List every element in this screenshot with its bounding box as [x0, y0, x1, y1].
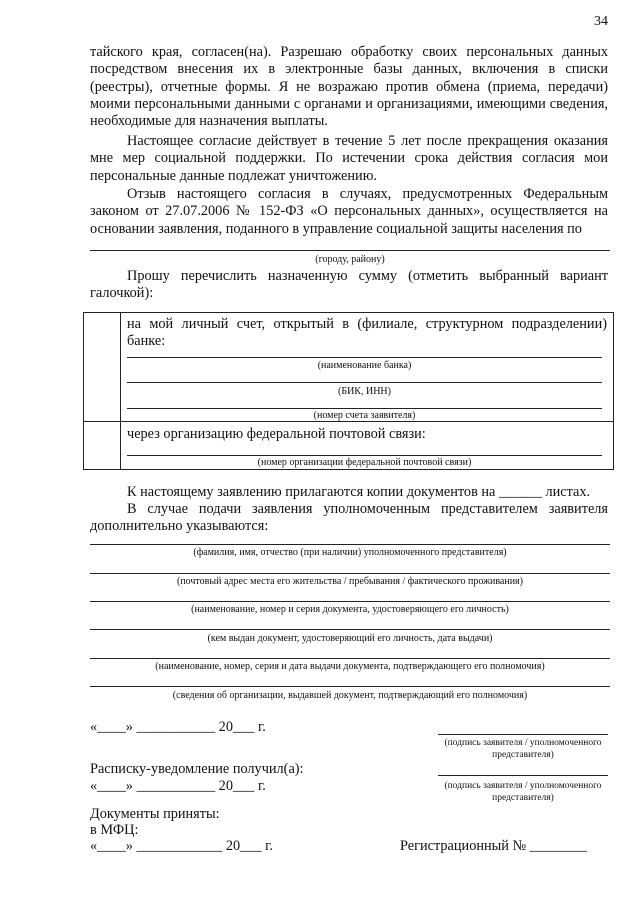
representative-text: В случае подачи заявления уполномоченным представителем заявителя дополнительно указываются: — [90, 501, 608, 535]
receipt-date[interactable]: «____» ___________ 20___ г. — [90, 778, 266, 794]
rep-org-line[interactable] — [90, 686, 610, 687]
consent-paragraph-1: тайского края, согласен(на). Разрешаю обработку своих персональных данных посредством внесения их в электронные базы данных, включения в списки (реестры), отчетные формы. Я не возражаю против обмена (приема, передачи) моими персональными данными с органами и организациями, имеющими сведения, необходимые для назначения выплаты. — [90, 44, 608, 130]
rep-authority-doc-caption: (наименование, номер, серия и дата выдачи документа, подтверждающего его полномочия) — [155, 661, 545, 672]
bank-name-caption: (наименование банка) — [317, 360, 412, 371]
account-number-caption: (номер счета заявителя) — [313, 410, 416, 421]
bank-option-label: на мой личный счет, открытый в (филиале, структурном подразделении) банке: — [127, 316, 607, 350]
consent-paragraph-2: Настоящее согласие действует в течение 5 лет после прекращения оказания мне мер социальной поддержки. По истечении срока действия согласия мои персональные данные подлежат уничтожению. — [90, 133, 608, 184]
rep-address-line[interactable] — [90, 573, 610, 574]
rep-org-caption: (сведения об организации, выдавшей документ, подтверждающий его полномочия) — [172, 690, 528, 701]
bank-bik-caption: (БИК, ИНН) — [338, 386, 391, 397]
city-input-line[interactable] — [90, 250, 610, 251]
consent-paragraph-3: Отзыв настоящего согласия в случаях, предусмотренных Федеральным законом от 27.07.2006 № 152-ФЗ «О персональных данных», осуществляется на основании заявления, поданного в управление социальной защиты населения по — [90, 186, 608, 237]
post-option-checkbox[interactable] — [84, 422, 119, 468]
mfc-label: в МФЦ: — [90, 822, 139, 838]
page-number: 34 — [594, 14, 608, 29]
acceptance-date[interactable]: «____» ____________ 20___ г. — [90, 838, 273, 854]
signature-line-1[interactable] — [438, 734, 608, 735]
signature-caption-2: (подпись заявителя / уполномоченного представителя) — [444, 781, 602, 803]
registration-number[interactable]: Регистрационный № ________ — [400, 838, 587, 854]
rep-id-doc-line[interactable] — [90, 601, 610, 602]
bank-name-line[interactable] — [127, 357, 602, 358]
table-divider — [120, 312, 121, 469]
signature-caption-1: (подпись заявителя / уполномоченного представителя) — [444, 738, 602, 760]
signature-line-2[interactable] — [438, 775, 608, 776]
rep-issued-by-line[interactable] — [90, 629, 610, 630]
rep-name-line[interactable] — [90, 544, 610, 545]
bank-option-checkbox[interactable] — [84, 313, 119, 420]
receipt-label: Расписку-уведомление получил(а): — [90, 761, 304, 777]
city-caption: (городу, району) — [315, 254, 385, 265]
transfer-request: Прошу перечислить назначенную сумму (отметить выбранный вариант галочкой): — [90, 268, 608, 302]
docs-accepted-label: Документы приняты: — [90, 806, 220, 822]
bank-bik-line[interactable] — [127, 382, 602, 383]
rep-name-caption: (фамилия, имя, отчество (при наличии) уполномоченного представителя) — [193, 547, 507, 558]
attachments-text: К настоящему заявлению прилагаются копии документов на ______ листах. — [127, 484, 591, 500]
rep-id-doc-caption: (наименование, номер и серия документа, удостоверяющего его личность) — [191, 604, 509, 615]
post-office-caption: (номер организации федеральной почтовой связи) — [257, 457, 472, 468]
rep-address-caption: (почтовый адрес места его жительства / пребывания / фактического проживания) — [176, 576, 523, 587]
application-date[interactable]: «____» ___________ 20___ г. — [90, 719, 266, 735]
rep-issued-by-caption: (кем выдан документ, удостоверяющий его личность, дата выдачи) — [207, 633, 493, 644]
rep-authority-doc-line[interactable] — [90, 658, 610, 659]
post-option-label: через организацию федеральной почтовой связи: — [127, 426, 426, 442]
